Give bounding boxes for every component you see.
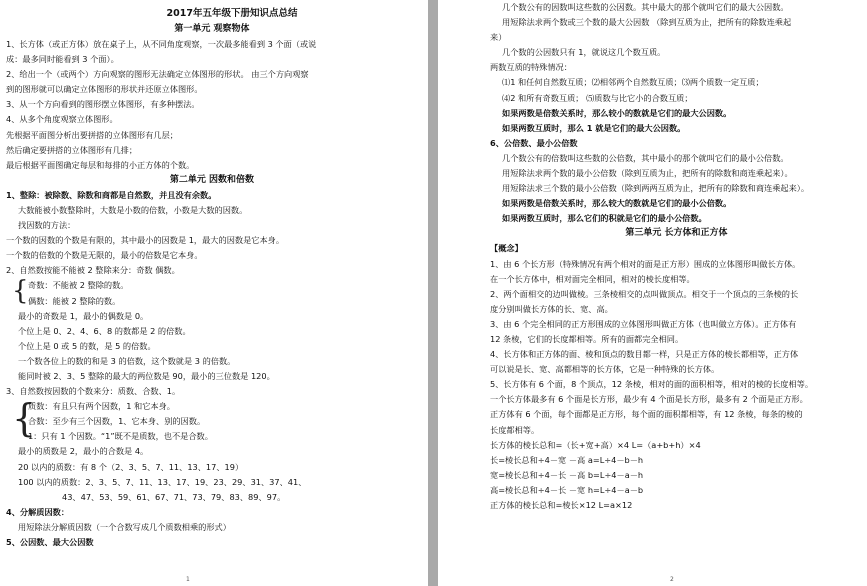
text-line: 偶数：能被 2 整除的数。 — [28, 295, 121, 306]
text-line: 长方体的棱长总和=（长+宽+高）×4 L=（a+b+h）×4 — [490, 439, 701, 450]
text-line: 100 以内的质数：2、3、5、7、11、13、17、19、23、29、31、37、41、 — [18, 476, 307, 487]
text-line: 2、两个面相交的边叫做棱。三条棱相交的点叫做顶点。相交于一个顶点的三条棱的长 — [490, 288, 799, 299]
text-line: 一个长方体最多有 6 个面是长方形，最少有 4 个面是长方形，最多有 2 个面是正方形。 — [490, 394, 808, 405]
text-line: ⑴1 和任何自然数互质；⑵相邻两个自然数互质；⑶两个质数一定互质； — [502, 77, 764, 88]
text-line: 长=棱长总和÷4－宽 －高 a=L÷4－b－h — [490, 454, 644, 465]
text-line: 两数互质的特殊情况： — [490, 62, 572, 73]
text-line: 奇数：不能被 2 整除的数。 — [28, 280, 129, 291]
text-line: 如果两数互质时，那么它们的积就是它们的最小公倍数。 — [502, 213, 707, 224]
text-line: 最后根据平面图确定每层和每排的小正方体的个数。 — [6, 159, 195, 170]
text-line: 1、整除：被除数、除数和商都是自然数，并且没有余数。 — [6, 189, 217, 200]
text-line: 一个数的倍数的个数是无限的，最小的倍数是它本身。 — [6, 250, 203, 261]
page-number: 2 — [670, 576, 674, 583]
text-line: 几个数的公因数只有 1，就说这几个数互质。 — [502, 47, 666, 58]
text-line: 5、长方体有 6 个面，8 个顶点，12 条棱，相对的面的面积相等，相对的棱的长度相等。 — [490, 379, 814, 390]
text-line: 1、由 6 个长方形（特殊情况有两个相对的面是正方形）围成的立体图形叫做长方体。 — [490, 258, 801, 269]
unit-1-title: 第一单元 观察物体 — [174, 24, 250, 34]
text-line: 用短除法求三个数的最小公倍数（除到两两互质为止，把所有的除数和商连乘起来）。 — [502, 183, 810, 194]
text-line: 12 条棱，它们的长度都相等。所有的面都完全相同。 — [490, 333, 684, 344]
text-line: 几个数公有的倍数叫这些数的公倍数，其中最小的那个就叫它们的最小公倍数。 — [502, 152, 789, 163]
text-line: 如果两数互质时，那么 1 就是它们的最大公因数。 — [502, 122, 686, 133]
text-line: 合数：至少有三个因数，1、它本身、别的因数。 — [28, 416, 206, 427]
text-line: 43、47、53、59、61、67、71、73、79、83、89、97。 — [62, 491, 286, 502]
text-line: 个位上是 0 或 5 的数，是 5 的倍数。 — [18, 340, 156, 351]
page-number: 1 — [186, 576, 190, 583]
text-line: 几个数公有的因数叫这些数的公因数。其中最大的那个就叫它们的最大公因数。 — [502, 2, 789, 12]
document-page-1 — [0, 0, 428, 586]
text-line: 3、由 6 个完全相同的正方形围成的立体图形叫做正方体（也叫做立方体）。正方体有 — [490, 318, 797, 329]
text-line: 4、长方体和正方体的面、棱和顶点的数目都一样，只是正方体的棱长都相等，正方体 — [490, 349, 799, 360]
text-line: 2、自然数按能不能被 2 整除来分：奇数 偶数。 — [6, 265, 180, 276]
text-line: 宽=棱长总和÷4－长 －高 b=L÷4－a－h — [490, 469, 644, 480]
text-line: 来） — [490, 32, 507, 43]
text-line: 在一个长方体中，相对面完全相同，相对的棱长度相等。 — [490, 273, 695, 284]
text-line: 20 以内的质数：有 8 个（2、3、5、7、11、13、17、19） — [18, 461, 244, 472]
text-line: 用短除法分解质因数（一个合数写成几个质数相乘的形式） — [18, 521, 231, 532]
unit-3-title: 第三单元 长方体和正方体 — [625, 228, 728, 239]
text-line: 大数能被小数整除时，大数是小数的倍数，小数是大数的因数。 — [18, 204, 248, 215]
document-page-2 — [438, 0, 867, 586]
text-line: 用短除法求两个数或三个数的最大公因数 （除到互质为止，把所有的除数连乘起 — [502, 17, 792, 28]
text-line: 可以说是长、宽、高都相等的长方体，它是一种特殊的长方体。 — [490, 364, 720, 375]
brace-symbol: { — [12, 396, 37, 441]
text-line: 3、自然数按因数的个数来分：质数、合数、1。 — [6, 386, 181, 397]
text-line: 高=棱长总和÷4－长 －宽 h=L÷4－a－b — [490, 484, 644, 495]
text-line: 最小的质数是 2，最小的合数是 4。 — [18, 446, 149, 457]
text-line: 然后确定要拼搭的立体图形有几排； — [6, 144, 138, 155]
text-line: 最小的奇数是 1，最小的偶数是 0。 — [18, 310, 149, 321]
unit-2-title: 第二单元 因数和倍数 — [169, 174, 255, 185]
text-line: 6、公倍数、最小公倍数 — [490, 137, 578, 148]
document-title: 2017年五年级下册知识点总结 — [166, 8, 298, 19]
text-line: 4、从多个角度观察立体图形。 — [6, 114, 118, 125]
concept-label: 【概念】 — [490, 243, 523, 254]
text-line: 3、从一个方向看到的图形摆立体图形，有多种摆法。 — [6, 99, 200, 110]
text-line: 质数：有且只有两个因数，1 和它本身。 — [28, 401, 175, 412]
text-line: 5、公因数、最大公因数 — [6, 537, 94, 547]
brace-symbol: { — [12, 276, 29, 307]
text-line: 到的图形就可以确定立体图形的形状并还原立体图形。 — [6, 84, 203, 95]
text-line: 2、给出一个（或两个）方向观察的图形无法确定立体图形的形状。 由三个方向观察 — [6, 69, 309, 80]
text-line: ⑷2 和所有奇数互质； ⑸质数与比它小的合数互质； — [502, 92, 693, 103]
text-line: 用短除法求两个数的最小公倍数（除到互质为止，把所有的除数和商连乘起来）。 — [502, 168, 793, 179]
text-line: 一个数各位上的数的和是 3 的倍数，这个数就是 3 的倍数。 — [18, 355, 236, 366]
text-line: 正方体的棱长总和=棱长×12 L=a×12 — [490, 500, 633, 510]
text-line: 一个数的因数的个数是有限的，其中最小的因数是 1，最大的因数是它本身。 — [6, 235, 285, 246]
odd-even-group — [6, 278, 418, 308]
text-line: 4、分解质因数： — [6, 506, 70, 517]
text-line: 先根据平面图分析出要拼搭的立体图形有几层； — [6, 129, 178, 140]
text-line: 正方体有 6 个面，每个面都是正方形，每个面的面积都相等，有 12 条棱，每条的棱的 — [490, 409, 803, 420]
text-line: 度分别叫做长方体的长、宽、高。 — [490, 303, 613, 314]
text-line: 1：只有 1 个因数。“1”既不是质数，也不是合数。 — [28, 431, 213, 442]
text-line: 个位上是 0、2、4、6、8 的数都是 2 的倍数。 — [18, 325, 191, 336]
text-line: 长度都相等。 — [490, 424, 540, 435]
text-line: 如果两数是倍数关系时，那么较大的数就是它们的最小公倍数。 — [502, 198, 732, 209]
text-line: 成：最多同时能看到 3 个面）。 — [6, 54, 119, 65]
text-line: 找因数的方法： — [18, 220, 76, 231]
text-line: 能同时被 2、3、5 整除的最大的两位数是 90，最小的三位数是 120。 — [18, 370, 275, 381]
text-line: 1、长方体（或正方体）放在桌子上，从不同角度观察，一次最多能看到 3 个面（或说 — [6, 39, 317, 49]
text-line: 如果两数是倍数关系时，那么较小的数就是它们的最大公因数。 — [502, 107, 732, 118]
prime-composite-group — [6, 396, 418, 444]
